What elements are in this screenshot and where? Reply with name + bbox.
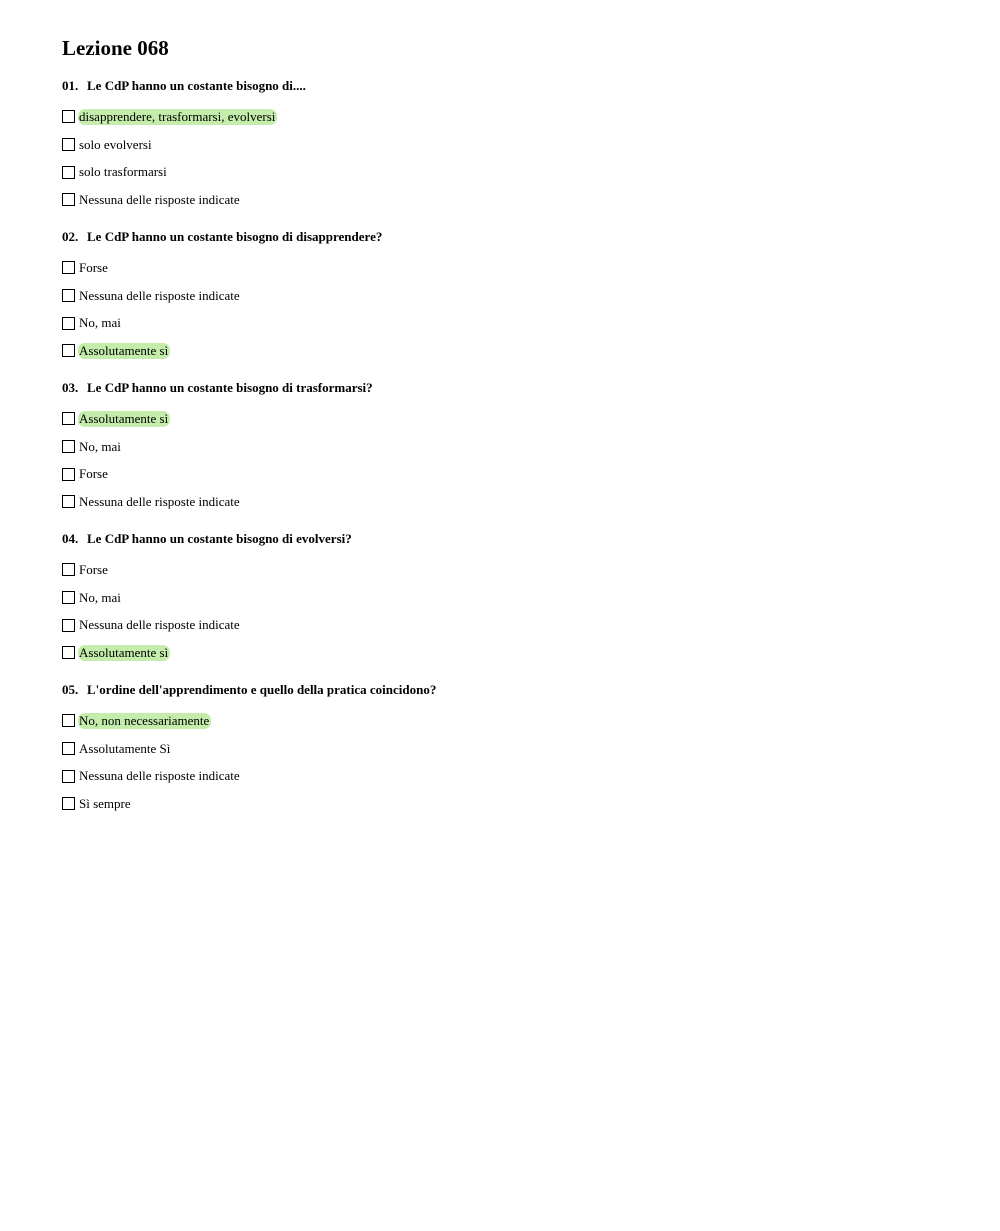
question-number: 04. [62,531,79,546]
checkbox[interactable] [62,770,75,783]
checkbox[interactable] [62,591,75,604]
answer-option[interactable] [62,707,436,735]
answer-option[interactable] [62,103,306,131]
answer-label: Assolutamente sì [79,410,169,426]
checkbox[interactable] [62,412,75,425]
answer-option[interactable] [62,762,436,790]
checkbox[interactable] [62,138,75,151]
checkbox[interactable] [62,646,75,659]
answer-label: No, non necessariamente [79,712,210,728]
question-text [62,77,306,95]
answer-label: Nessuna delle risposte indicate [79,287,240,303]
question-number: 05. [62,682,79,697]
answer-option[interactable] [62,337,382,365]
question-number: 02. [62,229,79,244]
checkbox[interactable] [62,344,75,357]
question-text [62,530,352,548]
answer-option[interactable] [62,556,352,584]
answer-option[interactable] [62,584,352,612]
answer-option[interactable] [62,433,373,461]
checkbox[interactable] [62,193,75,206]
checkbox[interactable] [62,110,75,123]
answer-options [62,103,306,214]
checkbox[interactable] [62,797,75,810]
answer-label: Assolutamente Sì [79,740,171,756]
answer-label: solo evolversi [79,136,152,152]
question-text [62,228,382,246]
answer-label: Nessuna delle risposte indicate [79,768,240,784]
question-label: Le CdP hanno un costante bisogno di trasformarsi? [87,380,373,395]
answer-option[interactable] [62,131,306,159]
answer-label: Nessuna delle risposte indicate [79,493,240,509]
answer-option[interactable] [62,735,436,763]
checkbox[interactable] [62,440,75,453]
question-label: L'ordine dell'apprendimento e quello della pratica coincidono? [87,682,437,697]
answer-option[interactable] [62,639,352,667]
answer-label: solo trasformarsi [79,164,167,180]
answer-label: Nessuna delle risposte indicate [79,617,240,633]
answer-option[interactable] [62,790,436,818]
checkbox[interactable] [62,619,75,632]
checkbox[interactable] [62,742,75,755]
checkbox[interactable] [62,261,75,274]
question-label: Le CdP hanno un costante bisogno di evolversi? [87,531,352,546]
answer-option[interactable] [62,186,306,214]
answer-options [62,707,436,818]
answer-label: Assolutamente sì [79,342,169,358]
answer-option[interactable] [62,309,382,337]
question-block [62,379,373,516]
checkbox[interactable] [62,289,75,302]
question-label: Le CdP hanno un costante bisogno di.... [87,78,306,93]
question-block [62,77,306,214]
checkbox[interactable] [62,166,75,179]
checkbox[interactable] [62,563,75,576]
checkbox[interactable] [62,495,75,508]
answer-option[interactable] [62,488,373,516]
answer-label: No, mai [79,438,121,454]
question-text [62,681,436,699]
page-title: Lezione 068 [62,36,169,60]
answer-option[interactable] [62,405,373,433]
answer-option[interactable] [62,611,352,639]
answer-option[interactable] [62,460,373,488]
answer-options [62,556,352,667]
checkbox[interactable] [62,317,75,330]
answer-option[interactable] [62,254,382,282]
answer-label: Assolutamente sì [79,644,169,660]
answer-options [62,405,373,516]
question-text [62,379,373,397]
answer-label: No, mai [79,315,121,331]
question-block [62,681,436,818]
question-block [62,530,352,667]
answer-option[interactable] [62,282,382,310]
answer-label: Sì sempre [79,795,131,811]
question-label: Le CdP hanno un costante bisogno di disapprendere? [87,229,383,244]
question-number: 01. [62,78,79,93]
answer-option[interactable] [62,158,306,186]
checkbox[interactable] [62,714,75,727]
question-block [62,228,382,365]
checkbox[interactable] [62,468,75,481]
question-number: 03. [62,380,79,395]
answer-label: Nessuna delle risposte indicate [79,191,240,207]
answer-label: No, mai [79,589,121,605]
answer-label: Forse [79,561,108,577]
answer-label: Forse [79,466,108,482]
answer-label: disapprendere, trasformarsi, evolversi [79,108,276,124]
answer-options [62,254,382,365]
answer-label: Forse [79,259,108,275]
